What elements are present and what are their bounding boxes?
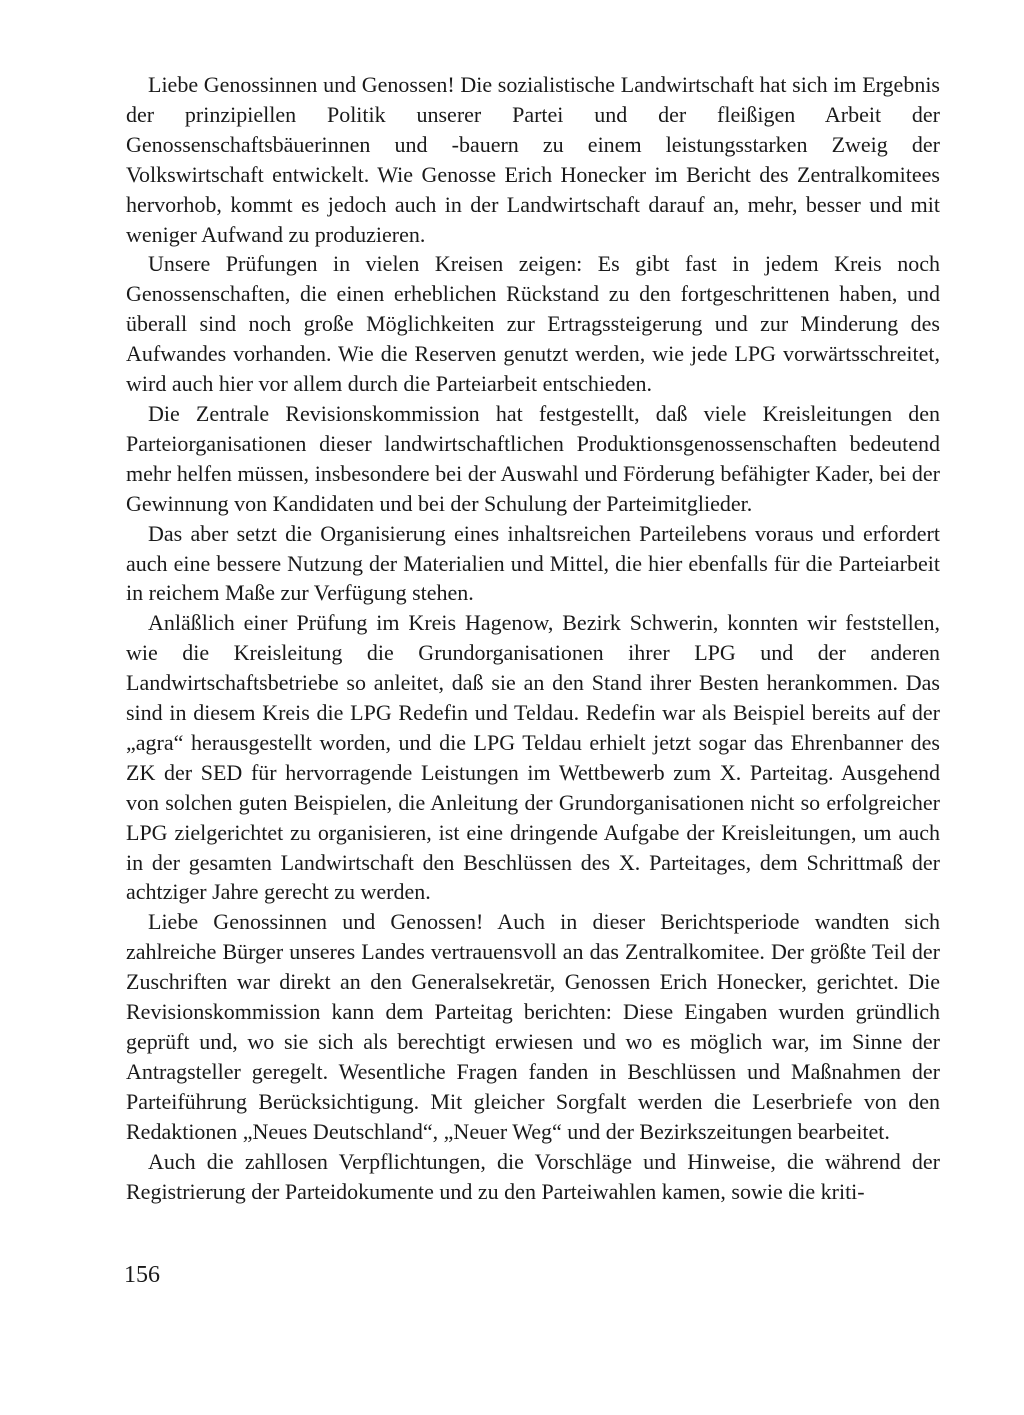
paragraph: Auch die zahllosen Verpflichtungen, die Vorschläge und Hinweise, die während der Registrierung der Parteidokumente und zu den Parteiwahlen kamen, sowie die kriti- [126, 1148, 940, 1204]
paragraph: Unsere Prüfungen in vielen Kreisen zeigen: Es gibt fast in jedem Kreis noch Genossenschaften, die einen erheblichen Rückstand zu den fortgeschrittenen haben, und überall sind noch große Möglichkeiten zur Ertragssteigerung und zur Minderung des Aufwandes vorhanden. Wie die Reserven genutzt werden, wie jede LPG vorwärtsschreitet, wird auch hier vor allem durch die Parteiarbeit entschieden. [126, 251, 940, 397]
paragraph: Liebe Genossinnen und Genossen! Die sozialistische Landwirtschaft hat sich im Ergebnis der prinzipiellen Politik unserer Partei und der fleißigen Arbeit der Genossenschaftsbäuerinnen und -bauern zu einem leistungsstarken Zweig der Volkswirtschaft entwickelt. Wie Genosse Erich Honecker im Bericht des Zentralkomitees hervorhob, kommt es jedoch auch in der Landwirtschaft darauf an, mehr, besser und mit weniger Aufwand zu produzieren. [126, 72, 940, 247]
page-number: 156 [124, 1262, 160, 1288]
body-text [126, 70, 940, 1206]
paragraph: Das aber setzt die Organisierung eines inhaltsreichen Parteilebens voraus und erfordert auch eine bessere Nutzung der Materialien und Mittel, die hier ebenfalls für die Parteiarbeit in reichem Maße zur Verfügung stehen. [126, 520, 940, 606]
paragraph: Die Zentrale Revisionskommission hat festgestellt, daß viele Kreisleitungen den Parteiorganisationen dieser landwirtschaftlichen Produktionsgenossenschaften bedeutend mehr helfen müssen, insbesondere bei der Auswahl und Förderung befähigter Kader, bei der Gewinnung von Kandidaten und bei der Schulung der Parteimitglieder. [126, 400, 940, 516]
paragraph: Liebe Genossinnen und Genossen! Auch in dieser Berichtsperiode wandten sich zahlreiche Bürger unseres Landes vertrauensvoll an das Zentralkomitee. Der größte Teil der Zuschriften war direkt an den Generalsekretär, Genossen Erich Honecker, gerichtet. Die Revisionskommission kann dem Parteitag berichten: Diese Eingaben wurden gründlich geprüft und, wo sie sich als berechtigt erwiesen und wo es möglich war, im Sinne der Antragsteller geregelt. Wesentliche Fragen fanden in Beschlüssen und Maßnahmen der Parteiführung Berücksichtigung. Mit gleicher Sorgfalt werden die Leserbriefe von den Redaktionen „Neues Deutschland“, „Neuer Weg“ und der Bezirkszeitungen bearbeitet. [126, 909, 940, 1144]
paragraph: Anläßlich einer Prüfung im Kreis Hagenow, Bezirk Schwerin, konnten wir feststellen, wie die Kreisleitung die Grundorganisationen ihrer LPG und der anderen Landwirtschaftsbetriebe so anleitet, daß sie an den Stand ihrer Besten herankommen. Das sind in diesem Kreis die LPG Redefin und Teldau. Redefin war als Beispiel bereits auf der „agra“ herausgestellt worden, und die LPG Teldau erhielt jetzt sogar das Ehrenbanner des ZK der SED für hervorragende Leistungen im Wettbewerb zum X. Parteitag. Ausgehend von solchen guten Beispielen, die Anleitung der Grundorganisationen nicht so erfolgreicher LPG zielgerichtet zu organisieren, ist eine dringende Aufgabe der Kreisleitungen, um auch in der gesamten Landwirtschaft den Beschlüssen des X. Parteitages, dem Schrittmaß der achtziger Jahre gerecht zu werden. [126, 610, 940, 905]
